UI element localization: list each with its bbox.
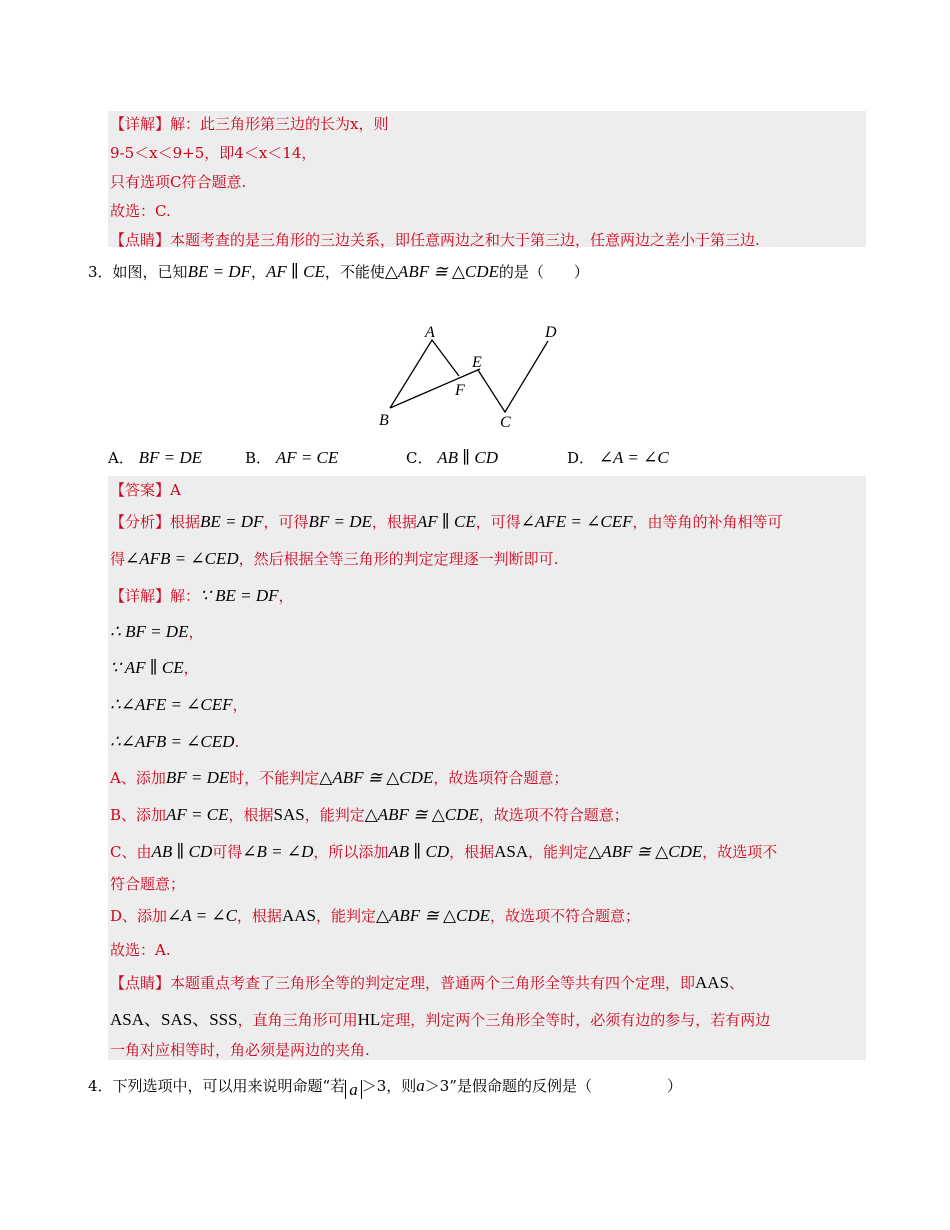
text: 可得 (212, 843, 243, 861)
math-expr: ∴∠AFB = ∠CED (110, 732, 235, 751)
text: ， (183, 659, 199, 677)
option-letter: A． (108, 449, 134, 467)
answer-line: 【答案】A (110, 481, 181, 499)
point-line1 (110, 973, 744, 993)
stem-text: ，不能使 (324, 263, 385, 281)
q2-point-line (110, 230, 760, 250)
text: D、添加 (110, 907, 168, 925)
stem-text: 下列选项中，可以用来说明命题“若 (112, 1077, 346, 1095)
text: 定理，判定两个三角形全等时，必须有边的参与，若有两边 (380, 1011, 771, 1029)
theorem-code: ASA、SAS、SSS (110, 1010, 238, 1029)
option-a[interactable] (108, 447, 202, 468)
detail-line4 (110, 695, 248, 715)
text: ，根据 (449, 843, 495, 861)
detail-line1 (110, 586, 294, 606)
explain-option-c-cont: 符合题意； (110, 875, 186, 893)
text: ，可得 (263, 513, 309, 531)
math-expr: ∠AFE = ∠CEF (520, 512, 633, 531)
text: 、 (729, 974, 745, 992)
text: ，根据 (371, 513, 417, 531)
absolute-value (345, 1080, 362, 1099)
label-B: B (379, 412, 389, 429)
question-number: 3． (88, 263, 113, 281)
label-D: D (545, 324, 557, 341)
text: 时，不能判定 (229, 769, 320, 787)
stem-text: ＞3，则 (361, 1077, 417, 1095)
math-expr: BE = DF (187, 262, 251, 281)
label-F: F (455, 382, 465, 399)
geometry-figure (0, 315, 950, 465)
text: ， (188, 623, 204, 641)
q2-detail-line3: 只有选项C符合题意. (110, 173, 247, 191)
analysis-line1 (110, 512, 783, 532)
text: 解： (170, 587, 201, 605)
point-tag: 【点睛】 (110, 974, 171, 992)
text: . (234, 733, 240, 751)
option-d[interactable] (567, 447, 669, 468)
math-var: a (349, 1080, 358, 1099)
point-line2 (110, 1010, 770, 1030)
math-expr: △ABF ≅ △CDE (384, 262, 499, 281)
text: A、添加 (110, 769, 166, 787)
question-number: 4． (88, 1077, 113, 1095)
text: ，根据 (228, 806, 274, 824)
math-expr: ∠AFB = ∠CED (125, 549, 239, 568)
option-letter: B． (245, 449, 272, 467)
stem-text: ＞3”是假命题的反例是（ ） (424, 1077, 682, 1095)
explain-option-d (110, 906, 640, 926)
text: ，故选项符合题意； (433, 769, 569, 787)
text: ，故选项不符合题意； (490, 907, 641, 925)
explain-option-c (110, 842, 777, 862)
text: ，直角三角形可用 (237, 1011, 358, 1029)
math-expr: BF = DE (165, 768, 230, 787)
theorem-code: AAS (281, 906, 316, 925)
theorem-code: SAS (273, 805, 305, 824)
text: ， (232, 696, 248, 714)
stem-text: 的是（ ） (498, 263, 589, 281)
label-C: C (500, 414, 511, 431)
option-letter: D． (567, 449, 595, 467)
option-expr: AB ∥ CD (437, 448, 499, 467)
math-expr: △ABF ≅ △CDE (375, 906, 491, 925)
text: ，由等角的补角相等可 (632, 513, 783, 531)
detail-line2 (110, 622, 203, 642)
text: C、由 (110, 843, 152, 861)
math-expr: BE = DF (200, 512, 264, 531)
math-expr: ∠B = ∠D (242, 842, 314, 861)
text: 本题重点考查了三角形全等的判定定理，普通两个三角形全等共有四个定理，即 (170, 974, 696, 992)
math-var: a (416, 1076, 425, 1095)
q2-detail-line1: 【详解】解：此三角形第三边的长为x，则 (110, 115, 389, 133)
math-expr: ∴ BF = DE (110, 622, 189, 641)
text: ，可得 (475, 513, 521, 531)
q3-choose-line: 故选：A. (110, 941, 171, 959)
math-expr: ∠A = ∠C (167, 906, 237, 925)
explain-option-a (110, 768, 568, 788)
option-c[interactable] (406, 447, 498, 468)
stem-text: ， (250, 263, 266, 281)
point-tag: 【点睛】 (110, 231, 171, 249)
option-letter: C． (406, 449, 433, 467)
math-expr: △ABF ≅ △CDE (364, 805, 479, 824)
option-b[interactable] (245, 447, 338, 468)
option-expr: ∠A = ∠C (598, 448, 669, 467)
text: ，然后根据全等三角形的判定定理逐一判断即可. (238, 550, 559, 568)
text: 得 (110, 550, 126, 568)
analysis-line2 (110, 549, 558, 569)
text: ，故选项不符合题意； (478, 806, 629, 824)
q2-choose-line: 故选：C. (110, 202, 171, 220)
option-expr: AF = CE (275, 448, 339, 467)
theorem-code: HL (357, 1010, 381, 1029)
point-line3: 一角对应相等时，角必须是两边的夹角. (110, 1041, 370, 1059)
analysis-tag: 【分析】 (110, 513, 171, 531)
option-expr: BF = DE (138, 448, 203, 467)
text: ，能判定 (304, 806, 365, 824)
detail-line3 (110, 658, 199, 678)
text: ，能判定 (528, 843, 589, 861)
math-expr: AB ∥ CD (388, 842, 450, 861)
math-expr: △ABF ≅ △CDE (588, 842, 703, 861)
math-expr: AF ∥ CE (416, 512, 476, 531)
math-expr: BF = DE (308, 512, 372, 531)
math-expr: ∵ AF ∥ CE (110, 658, 184, 677)
point-text: 本题考查的是三角形的三边关系，即任意两边之和大于第三边，任意两边之差小于第三边. (170, 231, 760, 249)
text: ，故选项不 (702, 843, 778, 861)
label-E: E (472, 354, 482, 371)
math-expr: AF = CE (166, 805, 229, 824)
stem-text: 如图，已知 (112, 263, 188, 281)
text: ，所以添加 (313, 843, 389, 861)
text: ，能判定 (315, 907, 376, 925)
theorem-code: ASA (494, 842, 529, 861)
question-4-stem (88, 1076, 682, 1099)
text: 根据 (170, 513, 201, 531)
text: ，根据 (236, 907, 282, 925)
detail-line5 (110, 732, 239, 752)
math-expr: AF ∥ CE (265, 262, 325, 281)
q2-detail-line2: 9-5＜x＜9+5，即4＜x＜14， (110, 144, 317, 162)
explain-option-b (110, 805, 629, 825)
math-expr: AB ∥ CD (151, 842, 213, 861)
math-expr: ∵ BE = DF (200, 586, 279, 605)
text: ， (278, 587, 294, 605)
detail-tag: 【详解】 (110, 587, 171, 605)
math-expr: ∴∠AFE = ∠CEF (110, 695, 233, 714)
text: B、添加 (110, 806, 167, 824)
label-A: A (425, 324, 435, 341)
question-3-stem (88, 262, 589, 282)
theorem-code: AAS (695, 973, 730, 992)
math-expr: △ABF ≅ △CDE (319, 768, 434, 787)
